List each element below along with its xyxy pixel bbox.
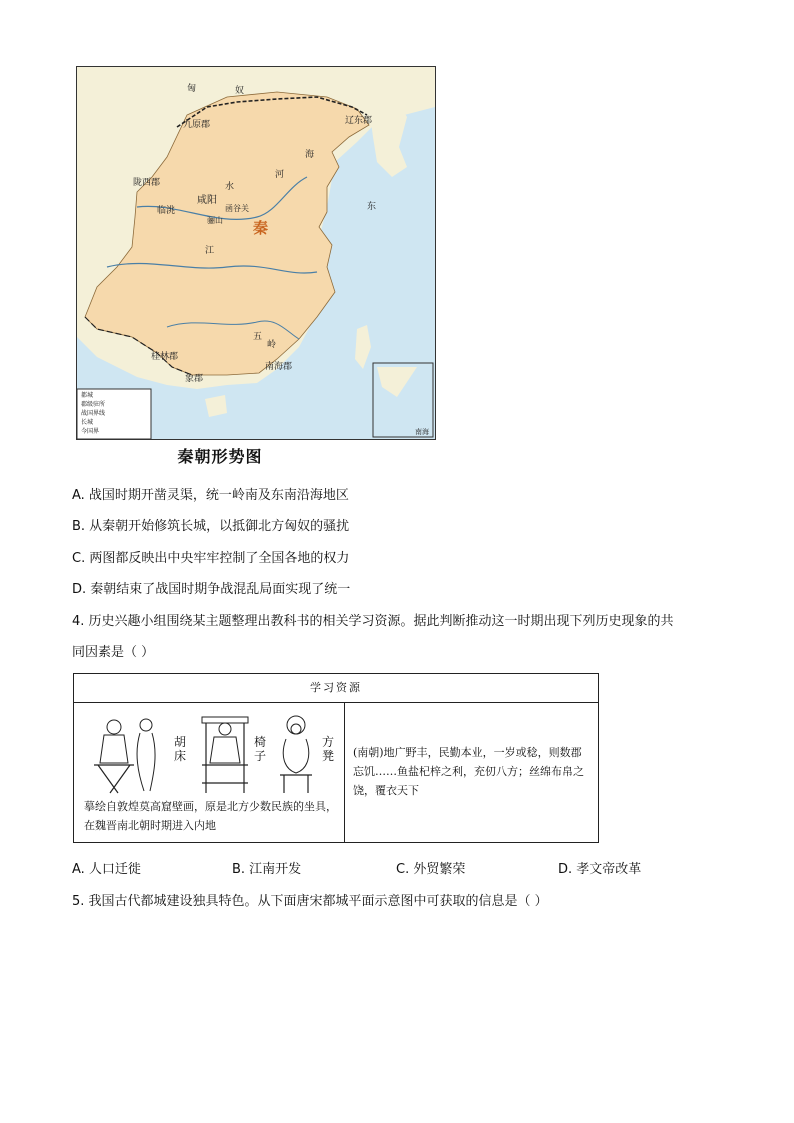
q4-option-d: D. 孝文帝改革: [558, 862, 642, 877]
label-lishan: 骊山: [207, 216, 223, 225]
q4-stem-line1: 4. 历史兴趣小组围绕某主题整理出教科书的相关学习资源。据此判断推动这一时期出现下列历史现象的共: [72, 614, 674, 629]
furniture-illustration: [74, 703, 344, 798]
q4-option-b: B. 江南开发: [232, 862, 302, 877]
legend-item-commandery: 郡级驻所: [81, 401, 106, 408]
resource-caption: 摹绘自敦煌莫高窟壁画，原是北方少数民族的坐具，在魏晋南北朝时期进入内地: [84, 800, 337, 832]
q5-stem: 5. 我国古代都城建设独具特色。从下面唐宋都城平面示意图中可获取的信息是（ ）: [72, 894, 548, 909]
qin-dynasty-map: [76, 66, 436, 440]
resource-quote: (南朝)地广野丰，民勤本业，一岁或稔，则数郡忘饥……鱼盐杞梓之利，充仞八方；丝绵布帛之饶，覆衣天下: [353, 746, 584, 797]
q3-option-b: B. 从秦朝开始修筑长城，以抵御北方匈奴的骚扰: [72, 519, 350, 534]
q4-option-a: A. 人口迁徙: [72, 862, 141, 877]
label-nanhai: 南海郡: [265, 362, 293, 372]
legend-item-wall: 长城: [81, 419, 94, 426]
resource-illustration-panel: [74, 703, 345, 842]
label-xiongnu-2: 奴: [235, 86, 245, 96]
label-yi-zi: 椅子: [254, 735, 267, 763]
map-title: 秦朝形势图: [177, 447, 263, 466]
legend-item-border: 战国界线: [81, 410, 106, 417]
label-ling: 岭: [267, 340, 277, 350]
resource-header: 学习资源: [74, 674, 598, 703]
label-qin: 秦: [253, 219, 269, 237]
q3-option-d: D. 秦朝结束了战国时期争战混乱局面实现了统一: [72, 582, 351, 597]
legend-item-capital: 都城: [81, 392, 94, 399]
label-jiang: 江: [205, 246, 215, 256]
label-wu: 五: [253, 332, 263, 342]
map-graphic: [77, 67, 435, 439]
q3-option-c: C. 两图都反映出中央牢牢控制了全国各地的权力: [72, 551, 350, 566]
label-hai: 海: [305, 150, 315, 160]
resource-quote-panel: [345, 703, 598, 842]
label-shui: 水: [225, 182, 235, 192]
label-xiongnu-1: 匈: [187, 84, 197, 94]
label-inset: 南海: [415, 428, 429, 436]
label-he: 河: [275, 170, 285, 180]
q3-option-a: A. 战国时期开凿灵渠，统一岭南及东南沿海地区: [72, 488, 349, 503]
legend-item-modern-border: 今国界: [81, 428, 100, 435]
label-liaodong: 辽东郡: [345, 116, 373, 126]
label-jiuyuan: 九原郡: [183, 120, 211, 130]
q4-option-c: C. 外贸繁荣: [396, 862, 466, 877]
label-longxi: 陇西郡: [133, 178, 161, 188]
label-fang-deng: 方凳: [322, 735, 335, 763]
label-dong: 东: [367, 202, 377, 212]
label-xianyang: 咸阳: [197, 195, 217, 206]
learning-resource-table: [73, 673, 599, 843]
label-xiang: 象郡: [185, 374, 204, 384]
q4-stem-line2: 同因素是（ ）: [72, 645, 155, 660]
label-hu-chuang: 胡床: [174, 735, 187, 763]
label-hangu: 函谷关: [225, 204, 249, 213]
label-lintao: 临洮: [157, 206, 176, 216]
label-guilin: 桂林郡: [151, 352, 179, 362]
map-legend: [81, 391, 105, 436]
